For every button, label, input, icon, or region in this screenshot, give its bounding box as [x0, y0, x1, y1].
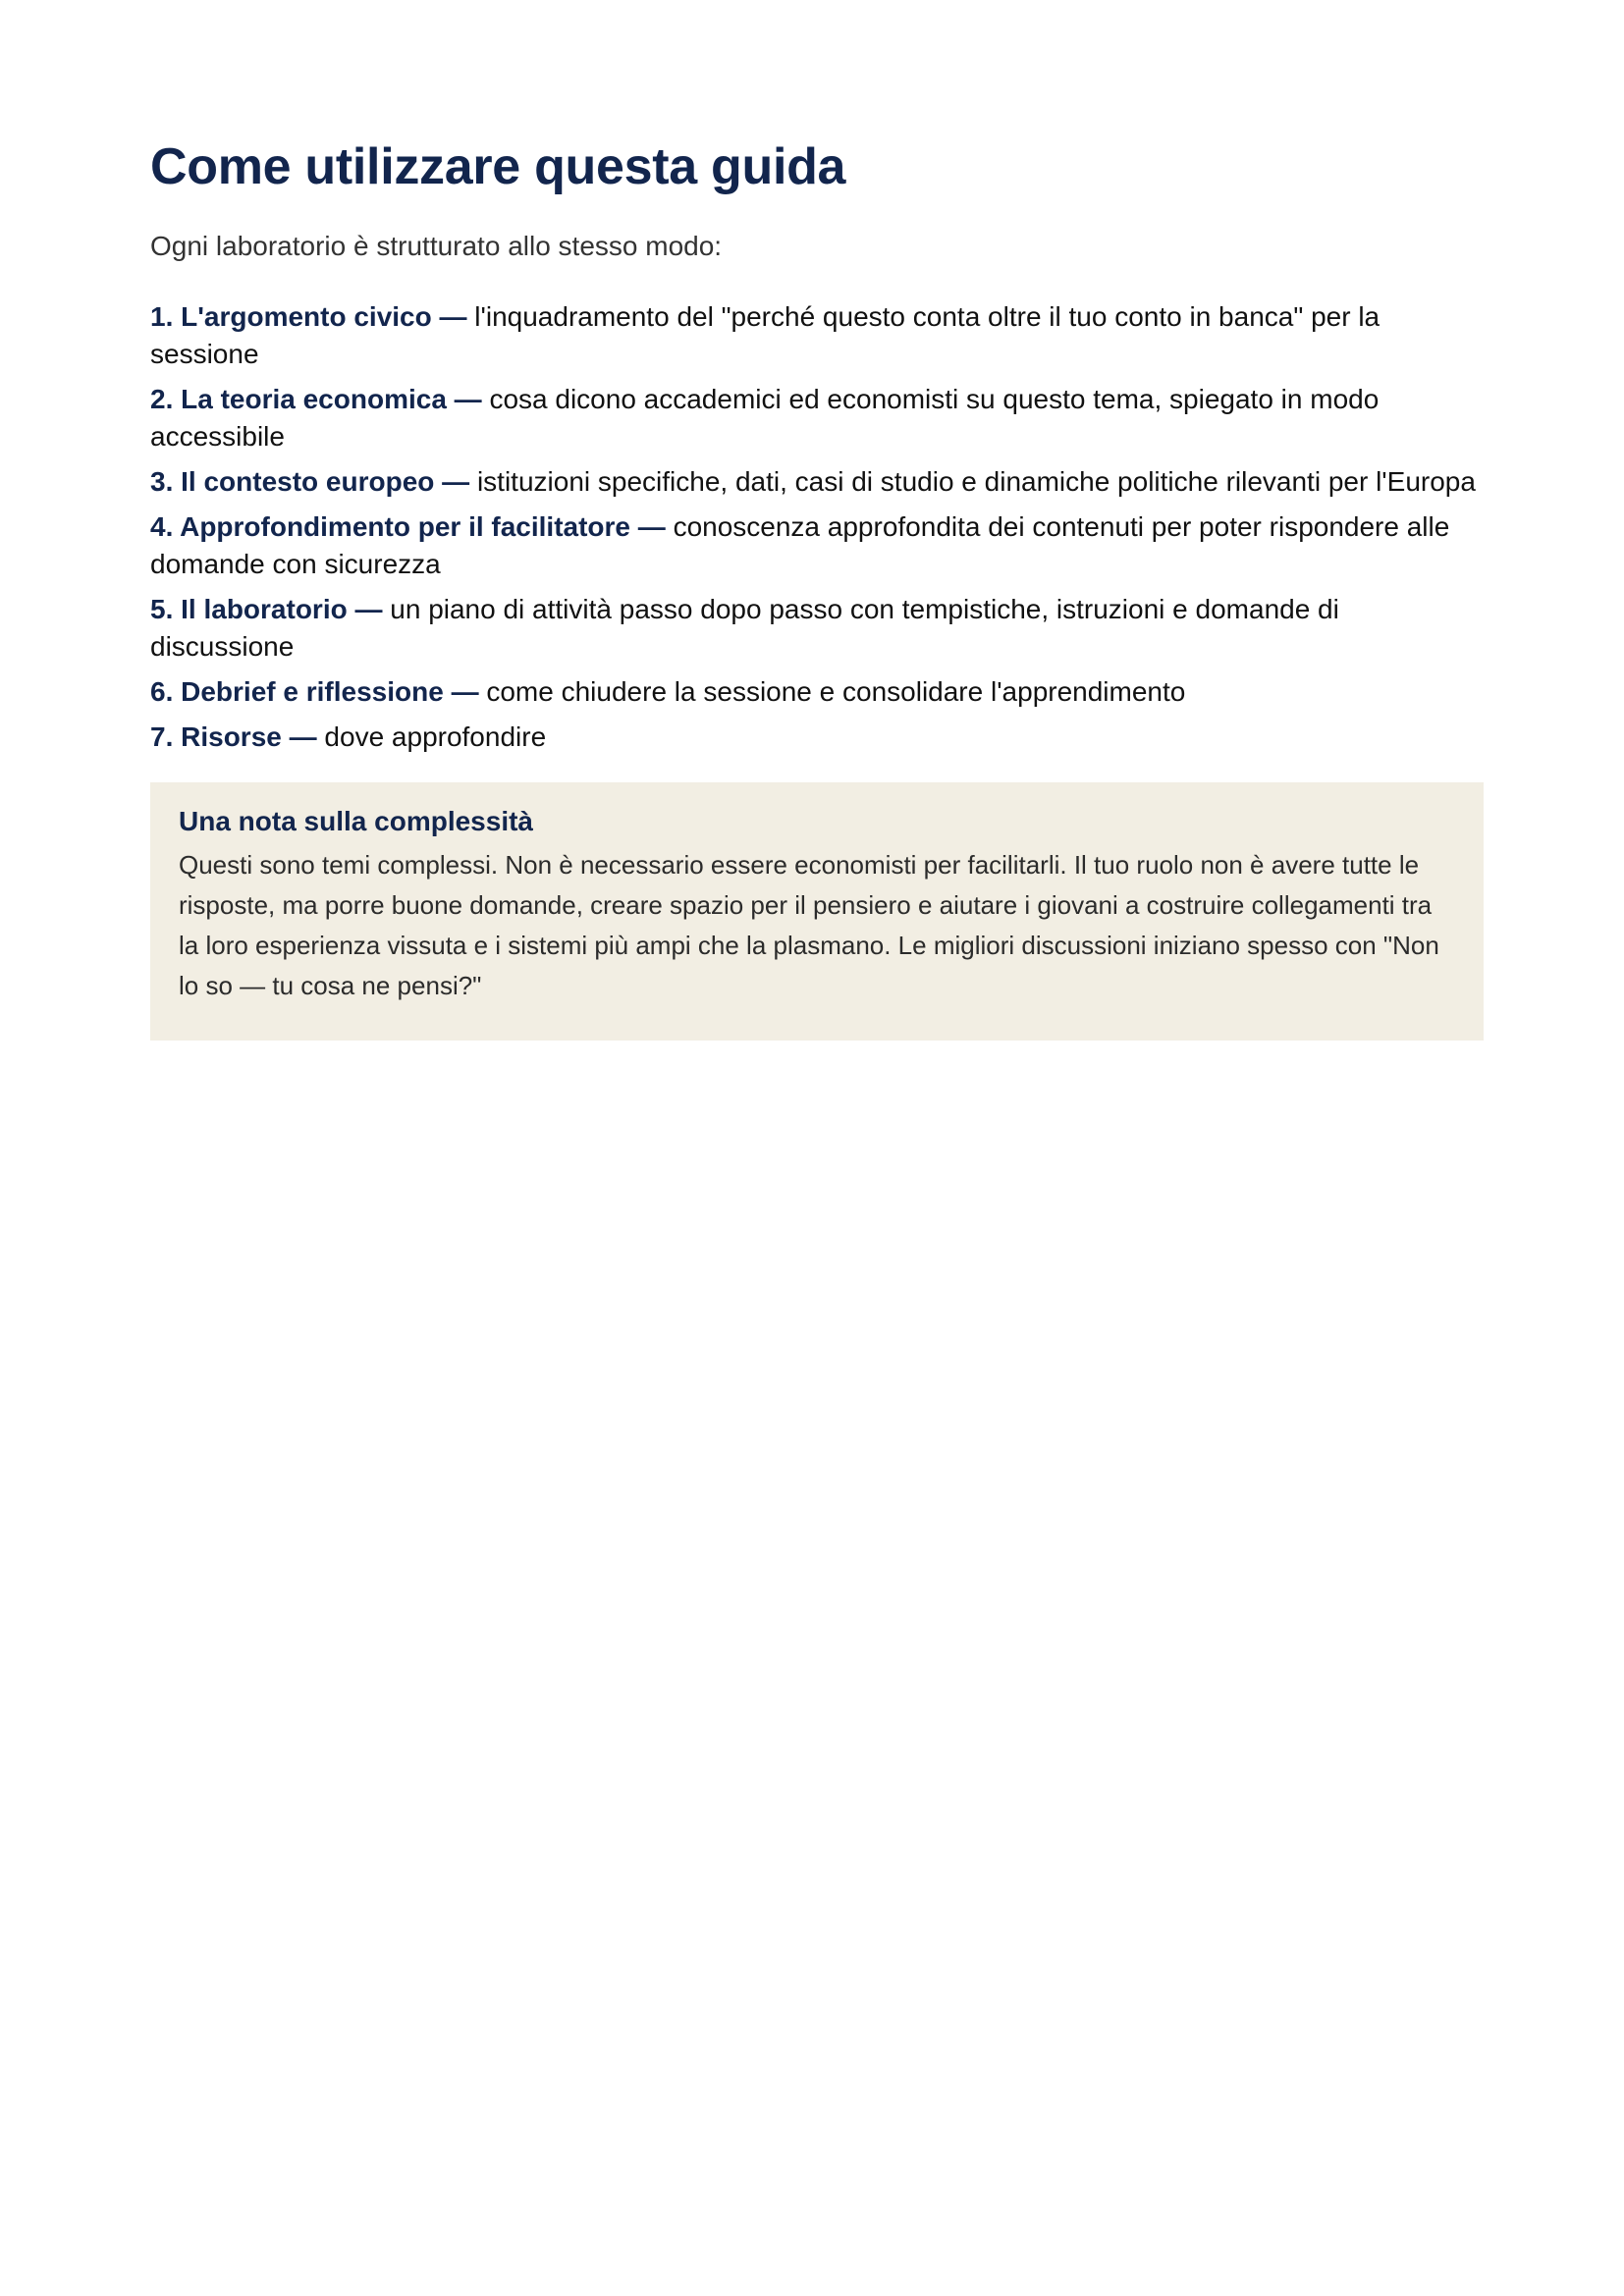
note-title: Una nota sulla complessità — [179, 806, 533, 836]
step-text: dove approfondire — [324, 721, 547, 752]
list-item — [150, 591, 1484, 666]
list-item — [150, 463, 1484, 501]
step-text: l'inquadramento del "perché questo conta oltre il tuo conto in banca" per la sessione — [150, 301, 1380, 369]
steps-list — [150, 298, 1484, 764]
step-title: 2. La teoria economica — — [150, 384, 482, 414]
step-title: 6. Debrief e riflessione — — [150, 676, 479, 707]
note-body: Questi sono temi complessi. Non è necessario essere economisti per facilitarli. Il tuo ruolo non è avere tutte le risposte, ma porre buone domande, creare spazio per il pensiero e aiutare i giovani a costruire collegamenti tra la loro esperienza vissuta e i sistemi più ampi che la plasmano. Le migliori discussioni iniziano spesso con "Non lo so — tu cosa ne pensi?" — [179, 850, 1439, 1000]
step-title: 5. Il laboratorio — — [150, 594, 383, 624]
list-item — [150, 673, 1484, 711]
step-text: istituzioni specifiche, dati, casi di studio e dinamiche politiche rilevanti per l'Europa — [476, 466, 1476, 497]
intro-text: Ogni laboratorio è strutturato allo stesso modo: — [150, 231, 723, 261]
complexity-note-box — [150, 782, 1484, 1041]
list-item — [150, 719, 1484, 756]
list-item — [150, 381, 1484, 455]
step-title: 7. Risorse — — [150, 721, 317, 752]
step-title: 1. L'argomento civico — — [150, 301, 467, 332]
step-text: come chiudere la sessione e consolidare l'apprendimento — [486, 676, 1186, 707]
step-text: cosa dicono accademici ed economisti su questo tema, spiegato in modo accessibile — [150, 384, 1380, 452]
step-text: conoscenza approfondita dei contenuti per poter rispondere alle domande con sicurezza — [150, 511, 1450, 579]
step-text: un piano di attività passo dopo passo con tempistiche, istruzioni e domande di discussione — [150, 594, 1339, 662]
list-item — [150, 298, 1484, 373]
page-title: Come utilizzare questa guida — [150, 138, 846, 195]
step-title: 4. Approfondimento per il facilitatore — — [150, 511, 666, 542]
step-title: 3. Il contesto europeo — — [150, 466, 470, 497]
list-item — [150, 508, 1484, 583]
